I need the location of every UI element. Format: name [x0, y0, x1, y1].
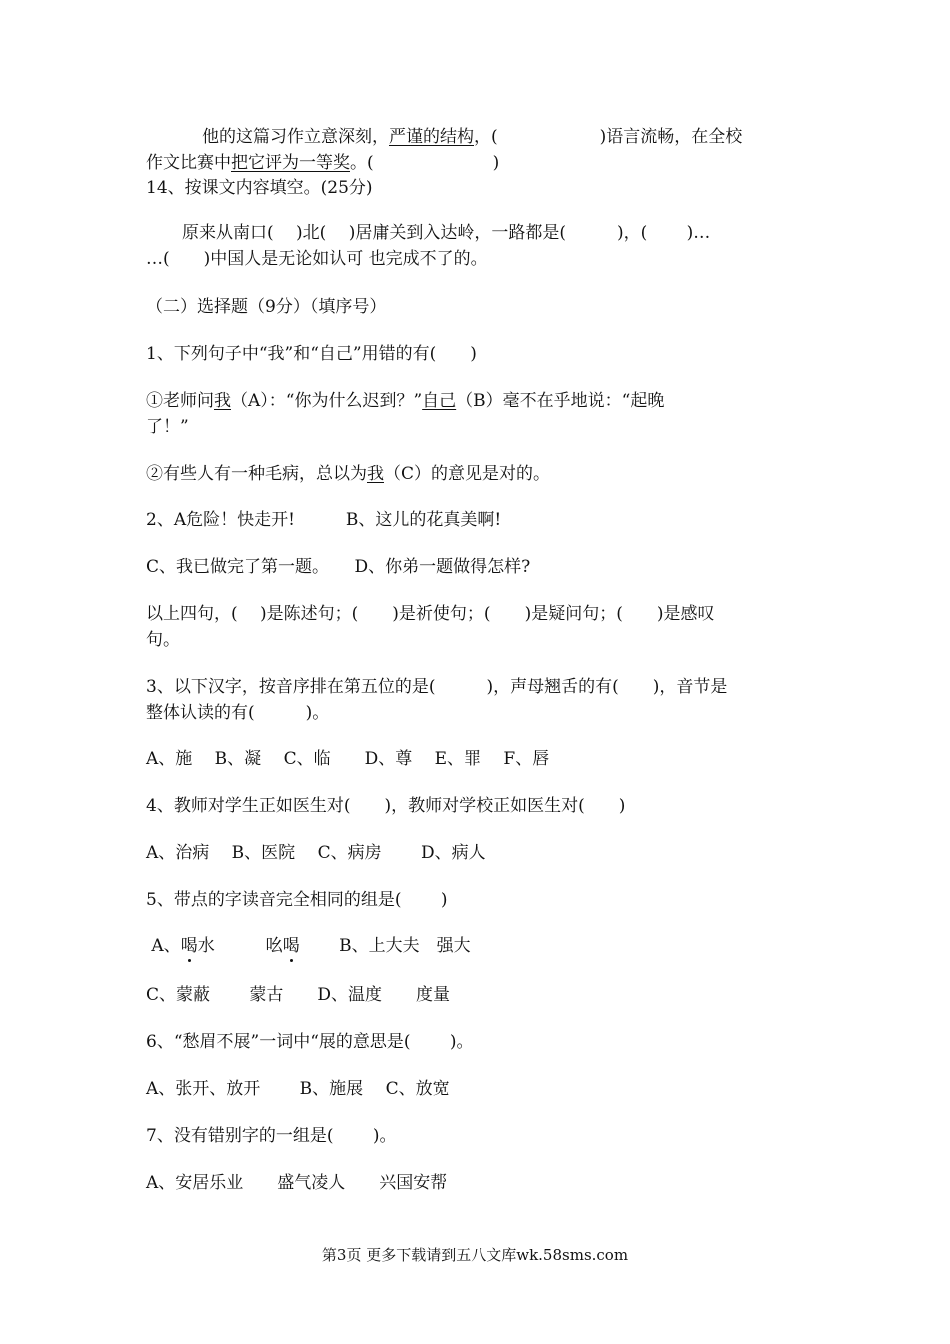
- text: ，( )语言流畅，在全校: [474, 127, 743, 147]
- underlined-text: 自己: [422, 391, 457, 411]
- question-2-line-4: 句。: [146, 630, 180, 650]
- dotted-char: 喝: [180, 936, 198, 956]
- question-1-option-1: [146, 390, 664, 412]
- underlined-text: 我: [367, 464, 384, 484]
- question-1-option-1-cont: 了！”: [146, 417, 189, 437]
- text: B、上大夫 强大: [299, 936, 471, 956]
- question-1-stem: 1、下列句子中“我”和“自己”用错的有( ): [146, 344, 477, 364]
- question-6-options: A、张开、放开 B、施展 C、放宽: [146, 1079, 450, 1099]
- paragraph-line-1: [146, 126, 742, 148]
- text: ②有些人有一种毛病，总以为: [146, 464, 367, 484]
- text: 。( ): [350, 153, 500, 173]
- question-7-stem: 7、没有错别字的一组是( )。: [146, 1126, 397, 1146]
- text: （C）的意见是对的。: [384, 464, 551, 484]
- text: 他的这篇习作立意深刻，: [202, 127, 389, 147]
- text: 水 吆: [197, 936, 283, 956]
- question-5-stem: 5、带点的字读音完全相同的组是( ): [146, 890, 448, 910]
- question-6-stem: 6、“愁眉不展”一词中“展的意思是( )。: [146, 1032, 474, 1052]
- underlined-text: 我: [214, 391, 231, 411]
- paragraph-line-2: [146, 152, 499, 174]
- text: 作文比赛中: [146, 153, 231, 173]
- text: ①老师问: [146, 391, 214, 411]
- question-3-line-1: 3、以下汉字，按音序排在第五位的是( )，声母翘舌的有( )，音节是: [146, 677, 728, 697]
- dotted-char: 喝: [282, 936, 300, 956]
- question-1-option-2: [146, 463, 550, 485]
- question-2-line-2: C、我已做完了第一题。 D、你弟一题做得怎样?: [146, 557, 531, 577]
- question-2-line-3: 以上四句，( )是陈述句；( )是祈使句；( )是疑问句；( )是感叹: [146, 604, 715, 624]
- text: （B）毫不在乎地说：“起晚: [456, 391, 665, 411]
- question-14-line-1: 原来从南口( )北( )居庸关到入达岭，一路都是( )，( )…: [182, 223, 711, 243]
- question-4-options: A、治病 B、医院 C、病房 D、病人: [146, 843, 486, 863]
- page-footer: 第3页 更多下载请到五八文库wk.58sms.com: [321, 1246, 629, 1264]
- underlined-text: 把它评为一等奖: [231, 153, 350, 173]
- text: （A）：“你为什么迟到？”: [231, 391, 423, 411]
- section-heading: （二）选择题（9分）（填序号）: [146, 297, 387, 317]
- question-14-title: 14、按课文内容填空。(25分): [146, 178, 373, 198]
- question-4-stem: 4、教师对学生正如医生对( )，教师对学校正如医生对( ): [146, 796, 626, 816]
- question-3-line-2: 整体认读的有( )。: [146, 703, 330, 723]
- question-2-line-1: 2、A危险！快走开! B、这儿的花真美啊!: [146, 510, 502, 530]
- text: A、: [146, 936, 181, 956]
- question-5-option-a-b: [146, 935, 471, 957]
- question-5-option-c-d: C、蒙蔽 蒙古 D、温度 度量: [146, 985, 451, 1005]
- underlined-text: 严谨的结构: [389, 127, 474, 147]
- question-14-line-2: …( )中国人是无论如认可 也完成不了的。: [146, 249, 488, 269]
- question-7-options: A、安居乐业 盛气凌人 兴国安帮: [146, 1173, 448, 1193]
- question-3-options: A、施 B、凝 C、临 D、尊 E、罪 F、唇: [146, 749, 550, 769]
